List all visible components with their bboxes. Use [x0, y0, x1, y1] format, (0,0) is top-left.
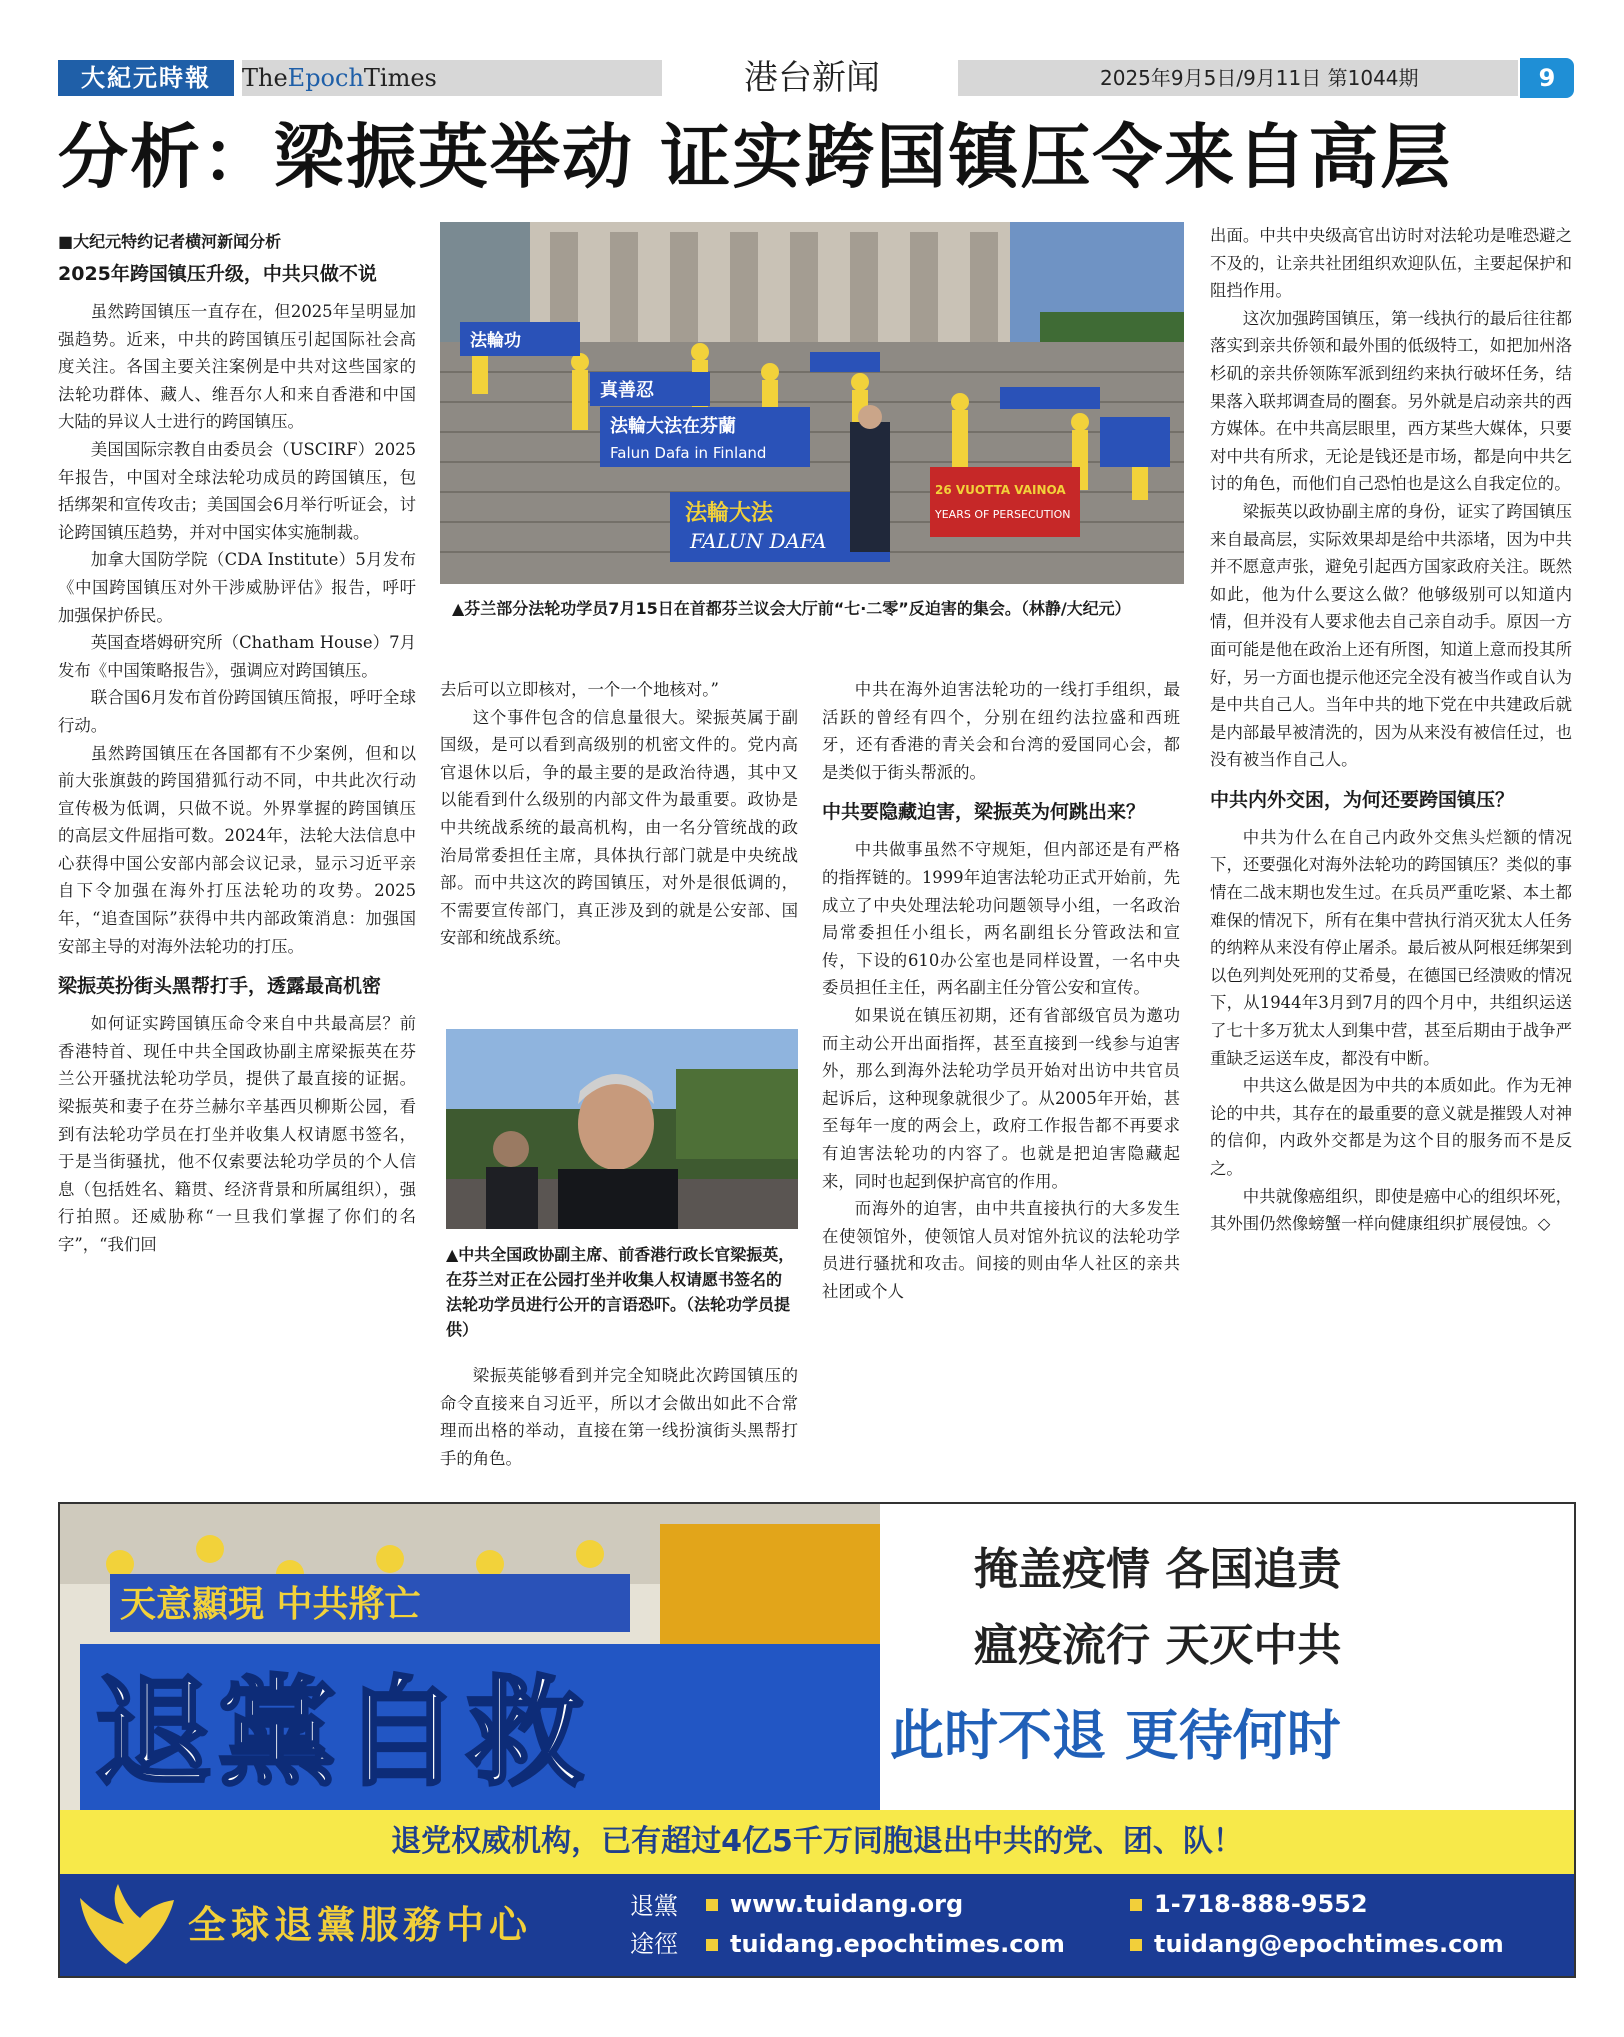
website-2-text: tuidang.epochtimes.com	[730, 1930, 1065, 1958]
rally-illustration	[440, 222, 1184, 584]
banner-text: Falun Dafa in Finland	[610, 444, 767, 462]
email-text: tuidang@epochtimes.com	[1154, 1930, 1504, 1958]
photo-caption-rally: ▲芬兰部分法轮功学员7月15日在首都芬兰议会大厅前“七·二零”反迫害的集会。（林静/大纪元）	[452, 599, 1131, 618]
page-number: 9	[1520, 58, 1574, 98]
bullet-square-icon	[1130, 1899, 1142, 1911]
ad-contact-bar	[60, 1874, 1574, 1976]
paragraph: 中共为什么在自己内政外交焦头烂额的情况下，还要强化对海外法轮功的跨国镇压？类似的事情在二战末期也发生过。在兵员严重吃紧、本土都难保的情况下，所有在集中营执行消灭犹太人任务的纳粹从来没有停止屠杀。最后被从阿根廷绑架到以色列判处死刑的艾希曼，在德国已经溃败的情况下，从1944年3月到7月的四个月中，共组织运送了七十多万犹太人到集中营，甚至后期由于战争严重缺乏运送车皮，都没有中断。	[1210, 827, 1572, 1068]
ad-yellow-bar: 退党权威机构，已有超过4亿5千万同胞退出中共的党、团、队！	[60, 1810, 1574, 1874]
photo-finland-rally	[440, 222, 1184, 584]
website-1-text: www.tuidang.org	[730, 1890, 964, 1918]
paragraph: 梁振英能够看到并完全知晓此次跨国镇压的命令直接来自习近平，所以才会做出如此不合常理而出格的举动，直接在第一线扮演街头黑帮打手的角色。	[440, 1366, 798, 1468]
column-2-bottom	[440, 1362, 798, 1472]
photo-leung-chun-ying	[446, 1029, 798, 1229]
ad-photo-banner: 天意顯現 中共將亡	[120, 1584, 421, 1625]
paragraph: 这个事件包含的信息量很大。梁振英属于副国级，是可以看到高级别的机密文件的。党内高官退休以后，争的最主要的是政治待遇，其中又以能看到什么级别的内部文件为最重要。政协是中共统战系统的最高机构，由一名分管统战的政治局常委担任主席，具体执行部门就是中央统战部。而中共这次的跨国镇压，对外是很低调的，不需要宣传部门，真正涉及到的就是公安部、国安部和统战系统。	[440, 707, 798, 948]
phone-text: 1-718-888-9552	[1154, 1890, 1368, 1918]
banner-text: YEARS OF PERSECUTION	[935, 508, 1071, 521]
ad-slogan-1: 掩盖疫情 各国追责	[974, 1544, 1342, 1595]
banner-text: 法輪功	[470, 331, 521, 351]
section-title: 港台新闻	[744, 58, 880, 98]
banner-text: 26 VUOTTA VAINOA	[935, 483, 1066, 497]
bullet-square-icon	[1130, 1939, 1142, 1951]
issue-dateline: 2025年9月5日/9月11日 第1044期	[1100, 66, 1419, 90]
email-link[interactable]	[1130, 1926, 1504, 1962]
banner-text: FALUN DAFA	[690, 529, 827, 553]
photo-caption-leung: ▲中共全国政协副主席、前香港行政长官梁振英，在芬兰对正在公园打坐并收集人权请愿书签名的法轮功学员进行公开的言语恐吓。（法轮功学员提供）	[446, 1245, 795, 1339]
subhead-internal-external: 中共内外交困，为何还要跨国镇压？	[1210, 788, 1515, 811]
phoenix-icon	[74, 1880, 178, 1970]
paragraph: 梁振英以政协副主席的身份，证实了跨国镇压来自最高层，实际效果却是给中共添堵，因为中共并不愿意声张，避免引起西方国家政府关注。既然如此，他为什么要这么做？他够级别可以知道内情，但并没有人要求他去自己亲自动手。原因一方面可能是他在政治上还有所图，知道上意而投其所好，另一方面也提示他还完全没有被当作或自认为是中共自己人。当年中共的地下党在中共建政后就是内部最早被清洗的，因为从来没有被信任过，也没有被当作自己人。	[1210, 501, 1572, 770]
banner-text: 法輪大法在芬蘭	[610, 416, 736, 437]
paragraph: 美国国际宗教自由委员会（USCIRF）2025年报告，中国对全球法轮功成员的跨国镇压，包括绑架和宣传攻击；美国国会6月举行听证会，讨论跨国镇压趋势，并对中国实体实施制裁。	[58, 439, 416, 542]
paragraph: 中共做事虽然不守规矩，但内部还是有严格的指挥链的。1999年迫害法轮功正式开始前，先成立了中央处理法轮功问题领导小组，一名政治局常委担任小组长，两名副组长分管政法和宣传，下设的610办公室也是同样设置，一名中央委员担任主任，两名副主任分管公安和宣传。	[822, 840, 1180, 998]
paragraph: 如何证实跨国镇压命令来自中共最高层？前香港特首、现任中共全国政协副主席梁振英在芬兰公开骚扰法轮功学员，提供了最直接的证据。梁振英和妻子在芬兰赫尔辛基西贝柳斯公园，看到有法轮功学员在打坐并收集人权请愿书签名，于是当街骚扰，他不仅索要法轮功学员的个人信息（包括姓名、籍贯、经济背景和所属组织），强行拍照。还威胁称“一旦我们掌握了你们的名字”，“我们回	[58, 1014, 416, 1254]
column-4	[1210, 222, 1572, 1238]
website-1-link[interactable]	[706, 1886, 963, 1922]
phone-link[interactable]	[1130, 1886, 1368, 1922]
paragraph: 加拿大国防学院（CDA Institute）5月发布《中国跨国镇压对外干涉威胁评估》报告，呼吁加强保护侨民。	[58, 550, 416, 625]
logo-the: The	[242, 64, 288, 92]
paragraph: 虽然跨国镇压一直存在，但2025年呈明显加强趋势。近来，中共的跨国镇压引起国际社会高度关注。各国主要关注案例是中共对这些国家的法轮功群体、藏人、维吾尔人和来自香港和中国大陆的异议人士进行的跨国镇压。	[58, 302, 416, 432]
bullet-square-icon	[706, 1899, 718, 1911]
paragraph: 如果说在镇压初期，还有省部级官员为邀功而主动公开出面指挥，甚至直接到一线参与迫害外，那么到海外法轮功学员开始对出访中共官员起诉后，这种现象就很少了。从2005年开始，甚至每年一度的两会上，政府工作报告都不再要求有迫害法轮功的内容了。也就是把迫害隐藏起来，同时也起到保护高官的作用。	[822, 1005, 1180, 1191]
paragraph: 英国查塔姆研究所（Chatham House）7月发布《中国策略报告》，强调应对跨国镇压。	[58, 633, 416, 680]
paragraph: 这次加强跨国镇压，第一线执行的最后往往都落实到亲共侨领和最外围的低级特工，如把加州洛杉矶的亲共侨领陈军派到纽约来执行破坏任务，结果落入联邦调查局的圈套。另外就是启动亲共的西方媒体。在中共高层眼里，西方某些大媒体，只要对中共有所求，无论是钱还是市场，都是向中共乞讨的角色，而他们自己恐怕也是这么自我定位的。	[1210, 308, 1572, 494]
logo-times: Times	[363, 64, 437, 92]
paragraph: 去后可以立即核对，一个一个地核对。”	[440, 680, 719, 699]
label-tujing: 途徑	[630, 1930, 678, 1958]
subhead-hide-persecution: 中共要隐藏迫害，梁振英为何跳出来？	[822, 801, 1146, 824]
ad-slogan-2: 瘟疫流行 天灭中共	[974, 1620, 1342, 1671]
tuidang-advertisement	[58, 1502, 1576, 1978]
label-tuidang: 退黨	[630, 1892, 678, 1920]
bullet-square-icon	[706, 1939, 718, 1951]
column-2	[440, 676, 798, 952]
ad-parade-photo	[60, 1504, 880, 1810]
paragraph: 虽然跨国镇压在各国都有不少案例，但和以前大张旗鼓的跨国猎狐行动不同，中共此次行动宣传极为低调，只做不说。外界掌握的跨国镇压的高层文件屈指可数。2024年，法轮大法信息中心获得中国公安部内部会议记录，显示习近平亲自下令加强在海外打压法轮功的攻势。2025年，“追查国际”获得中共内部政策消息：加强国安部主导的对海外法轮功的打压。	[58, 743, 416, 956]
banner-text: 法輪大法	[685, 501, 774, 526]
paragraph: 中共这么做是因为中共的本质如此。作为无神论的中共，其存在的最重要的意义就是摧毁人对神的信仰，内政外交都是为这个目的服务而不是反之。	[1210, 1076, 1572, 1178]
column-3	[822, 676, 1180, 1305]
subhead-crackdown-escalation: 2025年跨国镇压升级，中共只做不说	[58, 263, 377, 285]
byline: ■大纪元特约记者横河新闻分析	[58, 232, 282, 251]
paragraph: 中共就像癌组织，即使是癌中心的组织坏死，其外围仍然像螃蟹一样向健康组织扩展侵蚀。◇	[1210, 1186, 1572, 1234]
logo-epoch: Epoch	[287, 64, 364, 92]
subhead-street-thug: 梁振英扮街头黑帮打手，透露最高机密	[58, 975, 382, 998]
portrait-illustration	[446, 1029, 798, 1229]
column-1	[58, 228, 416, 1259]
parade-illustration	[60, 1504, 880, 1810]
paragraph: 而海外的迫害，由中共直接执行的大多发生在使领馆外，使领馆人员对馆外抗议的法轮功学员进行骚扰和攻击。间接的则由华人社区的亲共社团或个人	[822, 1199, 1180, 1301]
website-2-link[interactable]	[706, 1926, 1065, 1962]
ad-slogan-3: 此时不退 更待何时	[890, 1704, 1341, 1767]
paragraph: 出面。中共中央级高官出访时对法轮功是唯恐避之不及的，让亲共社团组织欢迎队伍，主要起保护和阻挡作用。	[1210, 226, 1572, 301]
banner-text: 真善忍	[600, 380, 654, 401]
paragraph: 联合国6月发布首份跨国镇压简报，呼吁全球行动。	[58, 688, 416, 735]
logo-chinese: 大紀元時報	[58, 60, 234, 96]
paragraph: 中共在海外迫害法轮功的一线打手组织，最活跃的曾经有四个，分别在纽约法拉盛和西班牙，还有香港的青关会和台湾的爱国同心会，都是类似于街头帮派的。	[822, 680, 1180, 782]
tuidang-center-name: 全球退黨服務中心	[188, 1902, 533, 1947]
ad-big-slogan: 退黨自救	[94, 1664, 591, 1802]
headline: 分析：梁振英举动 证实跨国镇压令来自高层	[58, 116, 1453, 198]
logo-english	[242, 60, 437, 96]
